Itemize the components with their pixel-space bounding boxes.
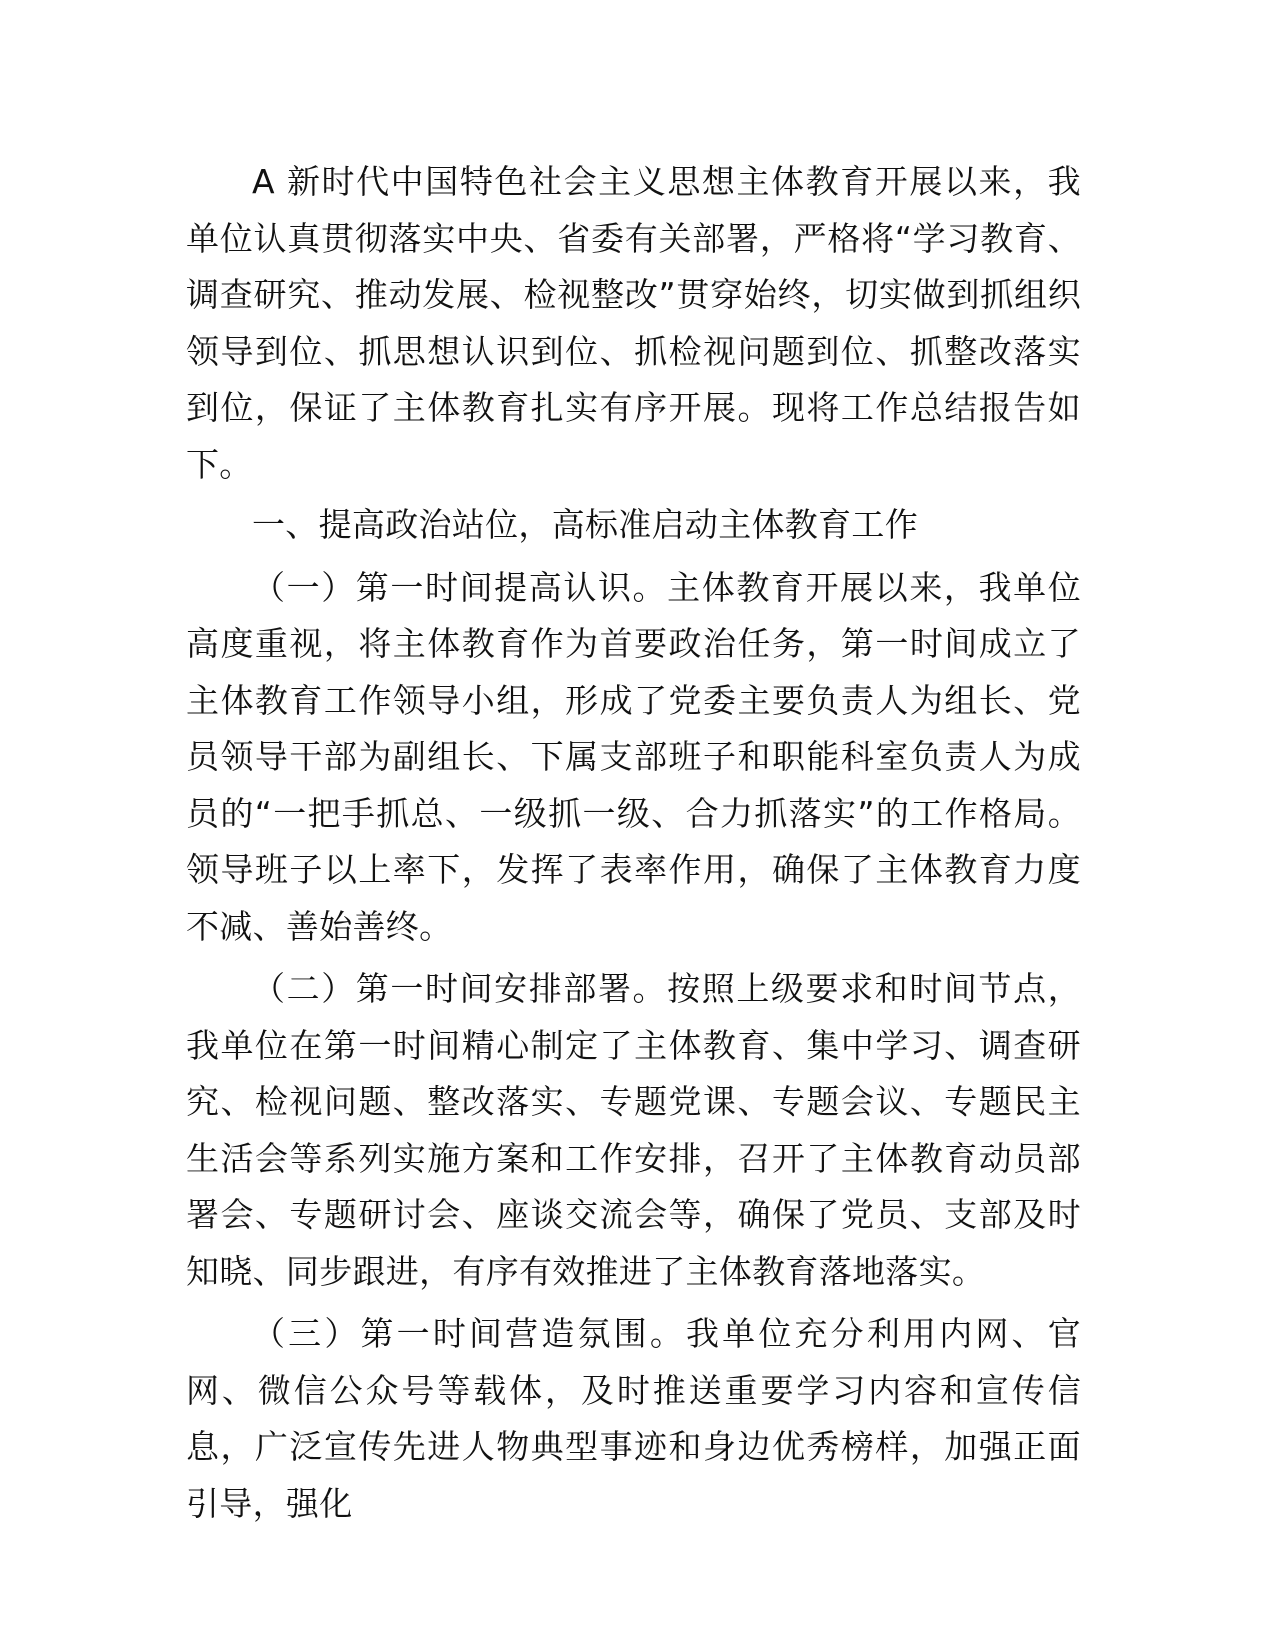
subsection-paragraph-1: （一）第一时间提高认识。主体教育开展以来，我单位高度重视，将主体教育作为首要政治任务，第一时间成立了主体教育工作领导小组，形成了党委主要负责人为组长、党员领导干部为副组长、下属支部班子和职能科室负责人为成员的“一把手抓总、一级抓一级、合力抓落实”的工作格局。领导班子以上率下，发挥了表率作用，确保了主体教育力度不减、善始善终。 xyxy=(186,567,1081,946)
document-body xyxy=(186,154,1081,1532)
intro-paragraph: A 新时代中国特色社会主义思想主体教育开展以来，我单位认真贯彻落实中央、省委有关部署，严格将“学习教育、调查研究、推动发展、检视整改”贯穿始终，切实做到抓组织领导到位、抓思想认识到位、抓检视问题到位、抓整改落实到位，保证了主体教育扎实有序开展。现将工作总结报告如下。 xyxy=(186,162,1081,484)
subsection-paragraph-2: （二）第一时间安排部署。按照上级要求和时间节点，我单位在第一时间精心制定了主体教育、集中学习、调查研究、检视问题、整改落实、专题党课、专题会议、专题民主生活会等系列实施方案和工作安排，召开了主体教育动员部署会、专题研讨会、座谈交流会等，确保了党员、支部及时知晓、同步跟进，有序有效推进了主体教育落地落实。 xyxy=(186,969,1081,1291)
subsection-paragraph-3: （三）第一时间营造氛围。我单位充分利用内网、官网、微信公众号等载体，及时推送重要学习内容和宣传信息，广泛宣传先进人物典型事迹和身边优秀榜样，加强正面引导，强化 xyxy=(186,1314,1081,1523)
section-heading: 一、提高政治站位，高标准启动主体教育工作 xyxy=(252,505,918,544)
